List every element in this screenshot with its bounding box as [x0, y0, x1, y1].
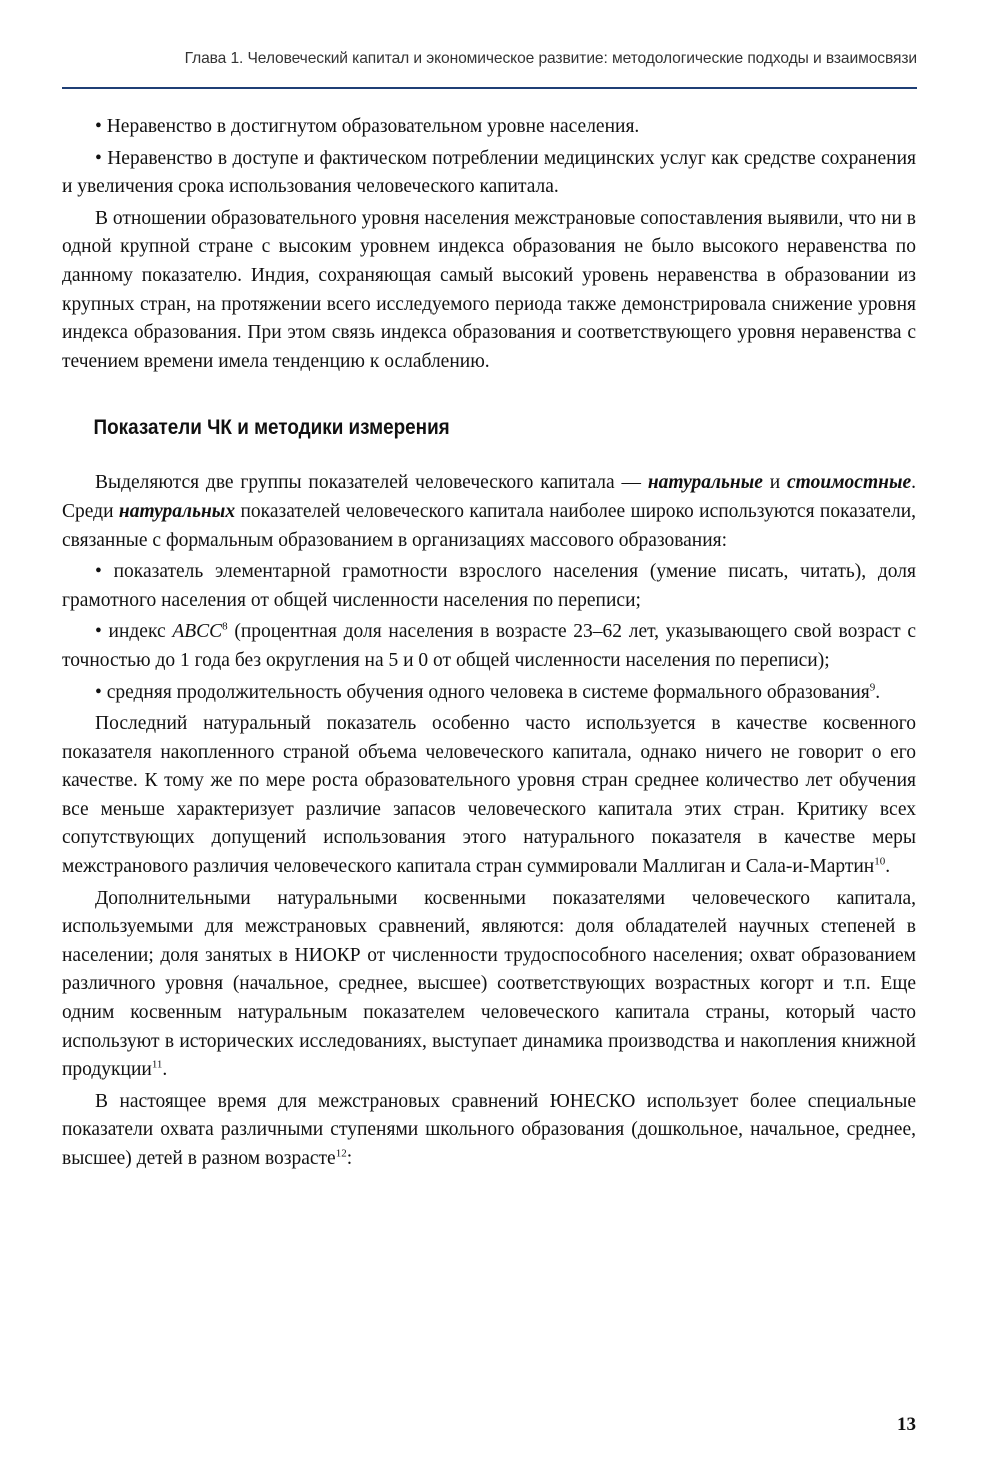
bullet-paragraph: • Неравенство в достигнутом образовательном уровне населения. [95, 116, 640, 137]
text-run: показателей человеческого капитала наиболее широко используются показатели, связанные с формальным образованием в организациях массового образования: [62, 500, 917, 551]
footnote-ref: 12 [335, 1147, 347, 1160]
emphasis: натуральные [647, 472, 763, 494]
paragraph [62, 710, 916, 882]
text-run: В настоящее время для межстрановых сравнений ЮНЕСКО использует более специальные показатели охвата различными ступенями школьного образования (дошкольное, начальное, среднее, высшее) детей в разном возрасте [62, 1090, 916, 1169]
footnote-ref: 11 [151, 1058, 163, 1071]
text-run: : [346, 1148, 353, 1169]
text-run: . Среди [62, 472, 917, 522]
bullet-paragraph [62, 679, 916, 708]
footnote-ref: 10 [874, 855, 886, 868]
bullet-paragraph: • показатель элементарной грамотности взрослого населения (умение писать, читать), доля грамотного населения от общей численности населения по переписи; [62, 561, 916, 611]
text-run: • средняя продолжительность обучения одного человека в системе формального образования [95, 681, 870, 703]
bullet-paragraph [62, 618, 916, 675]
emphasis: стоимостные [787, 472, 912, 494]
page-number: 13 [897, 1414, 916, 1435]
text-run: Дополнительными натуральными косвенными показателями человеческого капитала, используемыми для межстрановых сравнений, являются: доля обладателей научных степеней в населении; доля занятых в НИОКР от численности трудоспособного населения; охват образованием различного уровня (начальное, среднее, высшее) соответствующих возрастных когорт и т.п. Еще одним косвенным натуральным показателем человеческого капитала страны, который часто используют в исторических исследованиях, выступает динамика производства и накопления книжной продукции [62, 887, 916, 1081]
paragraph: В отношении образовательного уровня населения межстрановые сопоставления выявили, что ни в одной крупной стране с высоким уровнем индекса образования не было высокого неравенства по данному показателю. Индия, сохраняющая самый высокий уровень неравенства в образовании из крупных стран, на протяжении всего исследуемого периода также демонстрировала снижение уровня индекса образования. При этом связь индекса образования и соответствующего уровня неравенства с течением времени имела тенденцию к ослаблению. [62, 207, 916, 372]
text-run: (процентная доля населения в возрасте 23–62 лет, указывающего свой возраст с точностью до 1 года без округления на 5 и 0 от общей численности населения по переписи); [62, 621, 916, 671]
emphasis: натуральных [118, 500, 236, 522]
paragraph [62, 469, 916, 555]
index-name: ABCC [172, 621, 223, 643]
text-run: . [162, 1059, 168, 1081]
body-text [62, 113, 916, 1177]
paragraph [62, 885, 916, 1085]
text-run: . [875, 681, 881, 703]
paragraph [62, 1088, 916, 1174]
running-header: Глава 1. Человеческий капитал и экономическое развитие: методологические подходы и взаимосвязи [184, 50, 917, 67]
text-run: Выделяются две группы показателей человеческого капитала — [95, 472, 648, 494]
footnote-ref: 9 [869, 681, 876, 693]
text-run: . [885, 856, 891, 878]
text-run: Последний натуральный показатель особенно часто используется в качестве косвенного показателя накопленного страной объема человеческого капитала, однако ничего не говорит о его качестве. К тому же по мере роста образовательного уровня стран среднее количество лет обучения все меньше характеризует различие запасов человеческого капитала этих стран. Критику всех сопутствующих допущений использования этого натурального показателя в качестве меры межстранового различия человеческого капитала стран суммировали Маллиган и Сала-и-Мартин [62, 713, 916, 878]
section-heading: Показатели ЧК и методики измерения [93, 416, 450, 440]
text-run: и [762, 472, 788, 494]
header-rule [62, 87, 917, 89]
footnote-ref: 8 [222, 620, 228, 633]
bullet-paragraph: • Неравенство в доступе и фактическом потреблении медицинских услуг как средстве сохранения и увеличения срока использования человеческого капитала. [62, 147, 916, 198]
text-run: • индекс [95, 621, 173, 643]
